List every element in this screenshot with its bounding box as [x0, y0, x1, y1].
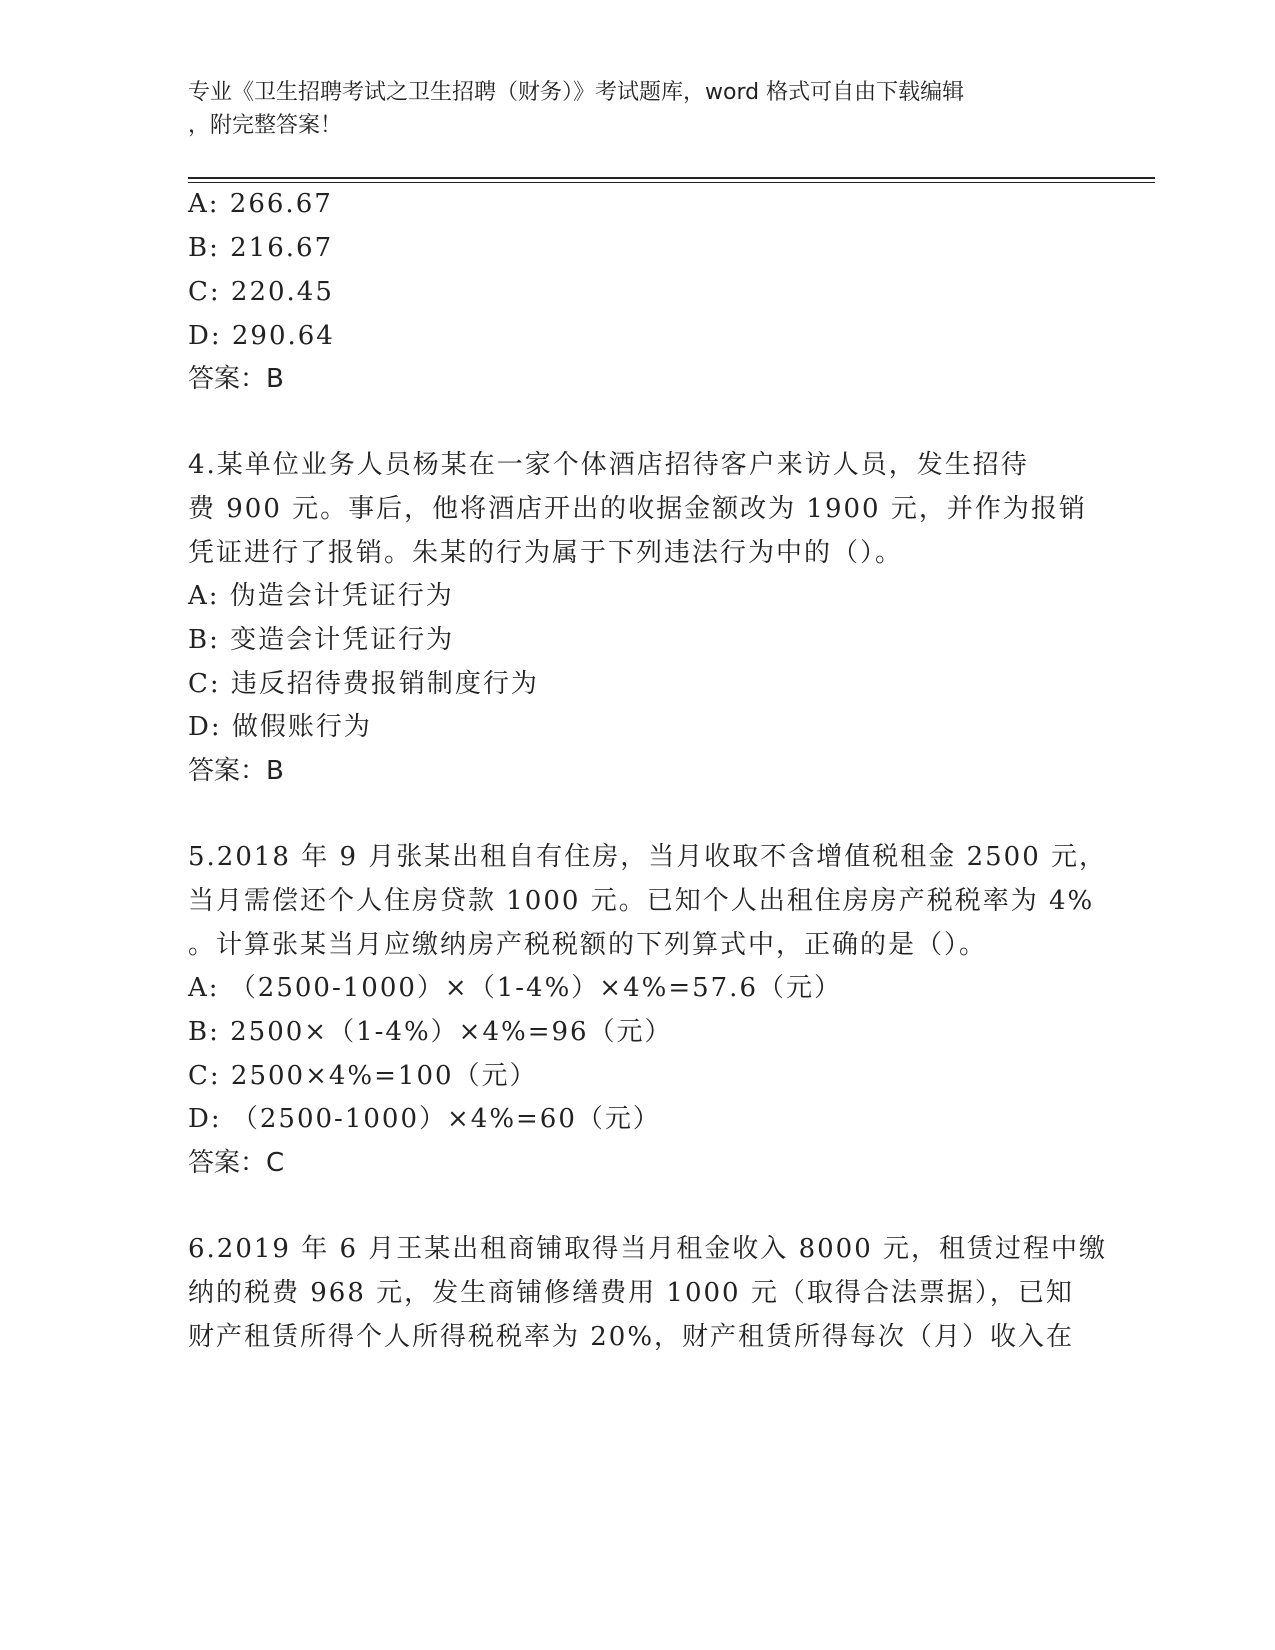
q4-option-b: B: 变造会计凭证行为 [188, 625, 455, 655]
q4-option-d: D: 做假账行为 [188, 712, 372, 742]
q4-option-c: C: 违反招待费报销制度行为 [188, 669, 539, 699]
q4-stem-line-3: 凭证进行了报销。朱某的行为属于下列违法行为中的（）。 [188, 538, 904, 568]
q5-stem-line-2: 当月需偿还个人住房贷款 1000 元。已知个人出租住房房产税税率为 4% [188, 886, 1095, 916]
q5-stem-line-1: 5.2018 年 9 月张某出租自有住房，当月收取不含增值税租金 2500 元， [188, 842, 1108, 872]
q5-option-d: D: （2500-1000）×4%=60（元） [188, 1104, 661, 1134]
document-header [188, 76, 1088, 142]
q5-option-c: C: 2500×4%=100（元） [188, 1061, 538, 1091]
q3-answer: 答案：B [188, 364, 284, 394]
q5-option-a: A: （2500-1000）×（1-4%）×4%=57.6（元） [188, 973, 842, 1003]
q3-option-b: B: 216.67 [188, 233, 334, 263]
header-divider-thin [188, 182, 1155, 183]
q6-stem-line-3: 财产租赁所得个人所得税税率为 20%，财产租赁所得每次（月）收入在 [188, 1322, 1075, 1352]
q3-option-a: A: 266.67 [188, 189, 333, 219]
q6-stem-line-1: 6.2019 年 6 月王某出租商铺取得当月租金收入 8000 元，租赁过程中缴 [188, 1234, 1108, 1264]
q5-option-b: B: 2500×（1-4%）×4%=96（元） [188, 1017, 673, 1047]
header-line-2: ，附完整答案！ [188, 113, 343, 138]
q4-stem-line-2: 费 900 元。事后，他将酒店开出的收据金额改为 1900 元，并作为报销 [188, 494, 1087, 524]
q4-answer: 答案：B [188, 756, 284, 786]
header-divider-thick [188, 177, 1155, 179]
q5-stem-line-3: 。计算张某当月应缴纳房产税税额的下列算式中，正确的是（）。 [188, 930, 988, 960]
header-line-1: 专业《卫生招聘考试之卫生招聘（财务）》考试题库，word 格式可自由下载编辑 [188, 80, 965, 105]
q6-stem-line-2: 纳的税费 968 元，发生商铺修缮费用 1000 元（取得合法票据），已知 [188, 1278, 1074, 1308]
q3-option-c: C: 220.45 [188, 277, 334, 307]
q3-option-d: D: 290.64 [188, 321, 335, 351]
q4-option-a: A: 伪造会计凭证行为 [188, 581, 454, 611]
q4-stem-line-1: 4.某单位业务人员杨某在一家个体酒店招待客户来访人员，发生招待 [188, 450, 1029, 480]
q5-answer: 答案：C [188, 1148, 285, 1178]
